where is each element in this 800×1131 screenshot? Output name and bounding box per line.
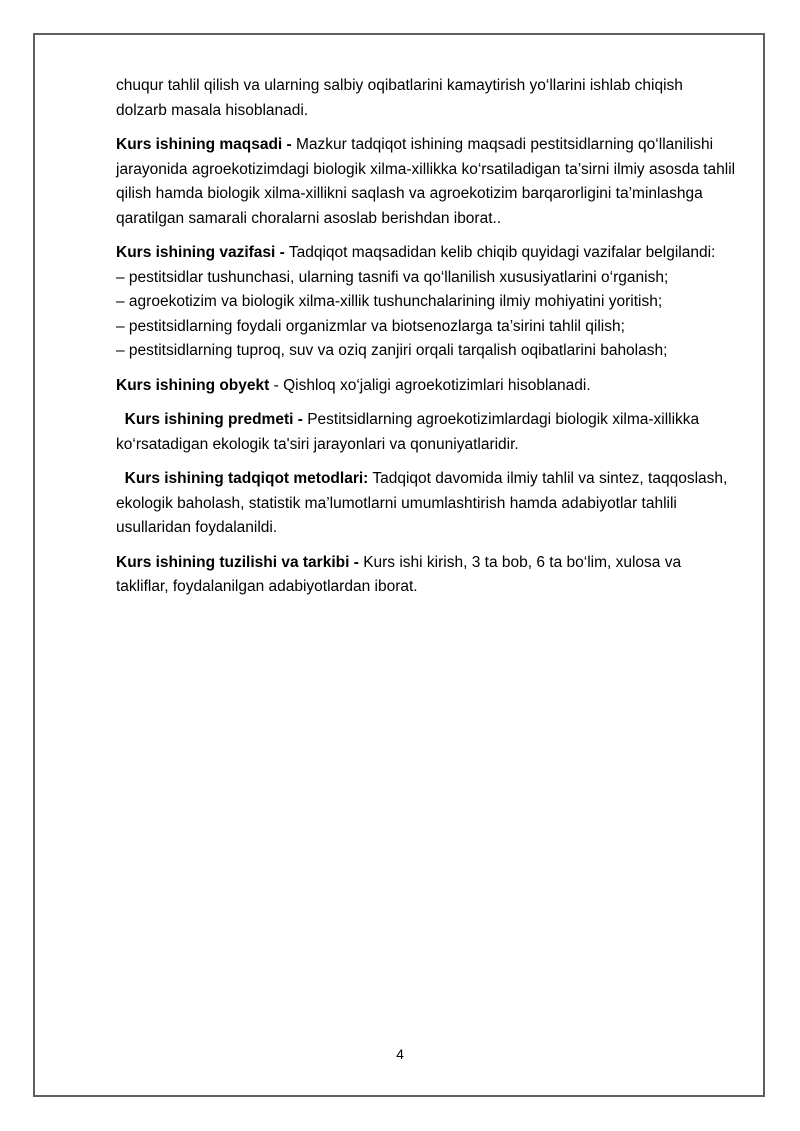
methods-heading: Kurs ishining tadqiqot metodlari: — [124, 470, 369, 487]
purpose-text: Mazkur tadqiqot ishining maqsadi pestitsidlarning qo‘llanilishi jarayonida agroekotizimdagi biologik xilma-xillikka ko‘rsatiladigan ta’sirni ilmiy asosda tahlil qilish hamda biologik xilma-xillikni saqlash va agroekotizim barqarorligini ta’minlashga qaratilgan samarali choralarni asoslab berishdan iborat.. — [116, 136, 736, 227]
task-item: – pestitsidlarning foydali organizmlar va biotsenozlarga ta’sirini tahlil qilish; — [116, 317, 625, 335]
intro-text: chuqur tahlil qilish va ularning salbiy oqibatlarini kamaytirish yo‘llarini ishlab chiqish dolzarb masala hisoblanadi. — [116, 77, 683, 119]
object-heading: Kurs ishining obyekt — [116, 376, 270, 394]
structure-text: Kurs ishi kirish, 3 ta bob, 6 ta bo‘lim, xulosa va takliflar, foydalanilgan adabiyotlardan iborat. — [116, 553, 682, 595]
tasks-text: Tadqiqot maqsadidan kelib chiqib quyidagi vazifalar belgilandi: — [288, 244, 716, 261]
tasks-paragraph — [116, 241, 736, 364]
methods-text: Tadqiqot davomida ilmiy tahlil va sintez, taqqoslash, ekologik baholash, statistik ma’lumotlarni umumlashtirish hamda adabiyotlar tahlili usullaridan foydalanildi. — [116, 470, 728, 536]
purpose-paragraph — [116, 133, 736, 231]
task-item: – agroekotizim va biologik xilma-xillik tushunchalarining ilmiy mohiyatini yoritish; — [116, 293, 663, 310]
intro-paragraph — [116, 74, 736, 123]
structure-paragraph — [116, 551, 736, 600]
object-text: - Qishloq xo‘jaligi agroekotizimlari hisoblanadi. — [273, 376, 591, 394]
page-number: 4 — [396, 1046, 404, 1062]
subject-text: Pestitsidlarning agroekotizimlardagi biologik xilma-xillikka ko‘rsatadigan ekologik ta'siri jarayonlari va qonuniyatlaridir. — [116, 411, 700, 453]
subject-paragraph — [116, 408, 736, 457]
purpose-heading: Kurs ishining maqsadi - — [116, 136, 292, 153]
methods-paragraph — [116, 467, 736, 541]
structure-heading: Kurs ishining tuzilishi va tarkibi - — [116, 553, 359, 571]
document-body — [116, 74, 736, 610]
object-paragraph — [116, 374, 736, 399]
task-item: – pestitsidlar tushunchasi, ularning tasnifi va qo‘llanilish xususiyatlarini o‘rganish; — [116, 268, 669, 286]
tasks-heading: Kurs ishining vazifasi - — [116, 244, 285, 261]
subject-heading: Kurs ishining predmeti - — [124, 411, 303, 428]
task-item: – pestitsidlarning tuproq, suv va oziq zanjiri orqali tarqalish oqibatlarini baholash; — [116, 342, 668, 359]
